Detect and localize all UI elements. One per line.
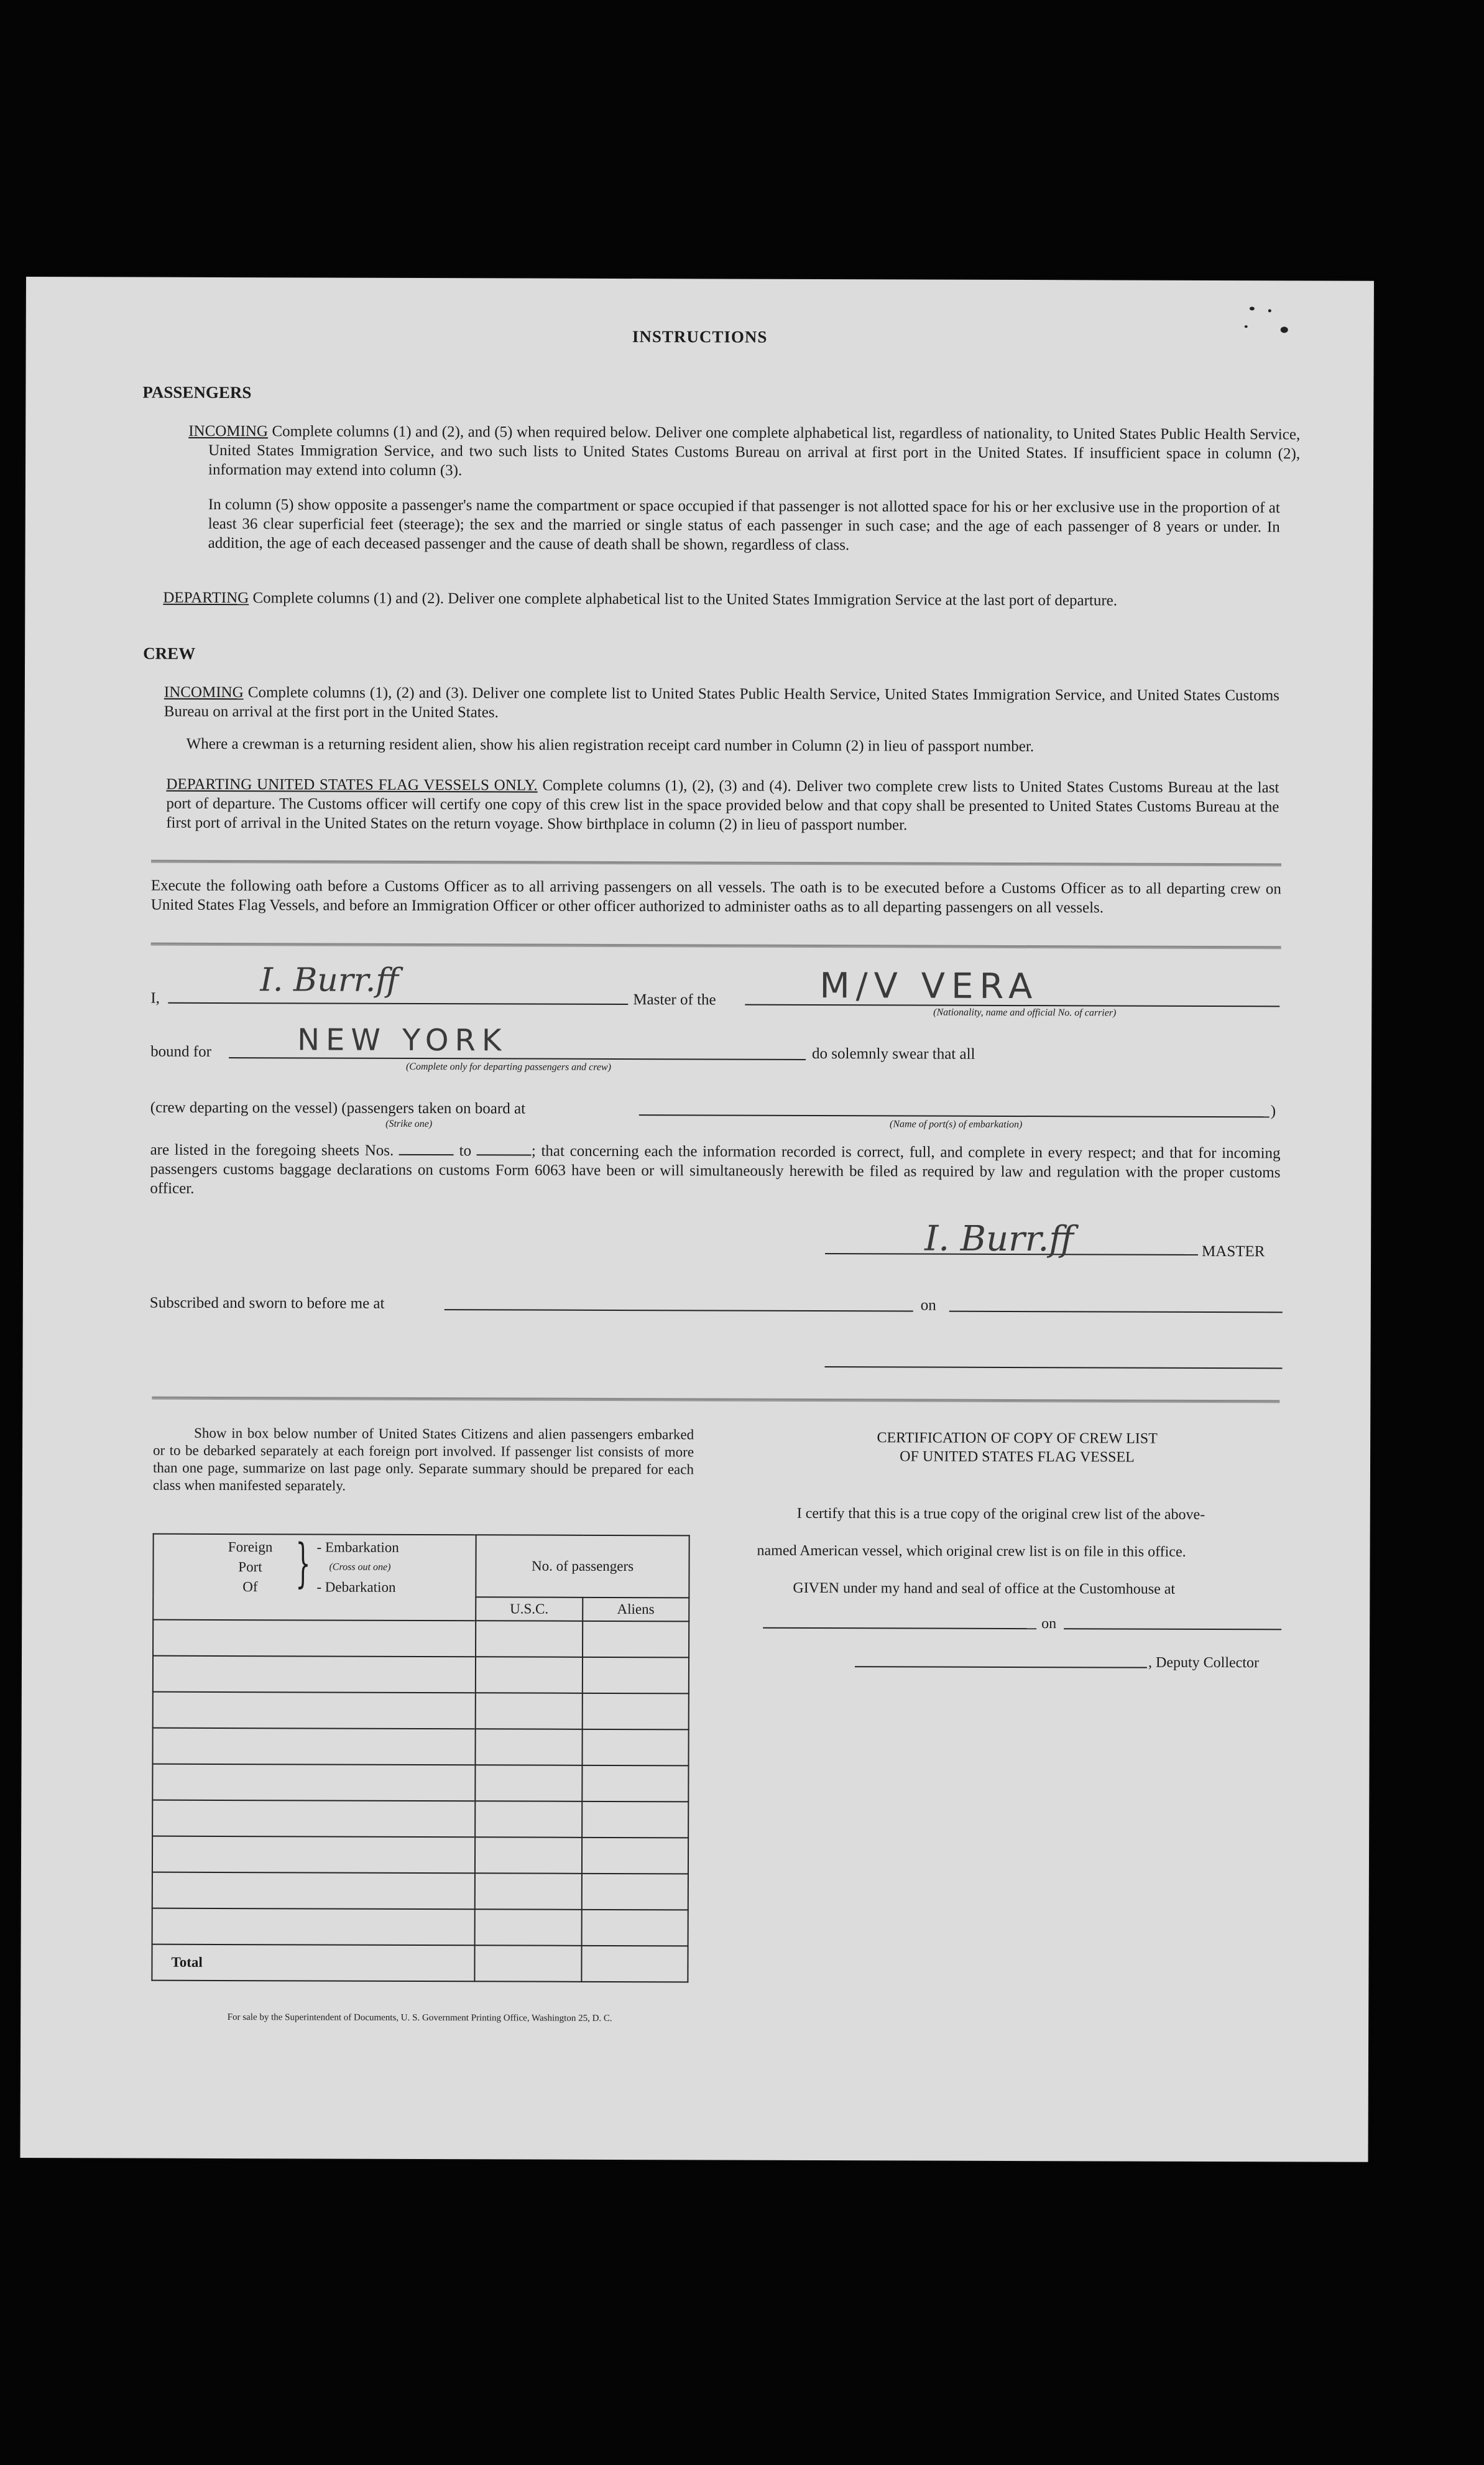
ink-speck: [1245, 325, 1248, 328]
page-title: INSTRUCTIONS: [632, 327, 768, 346]
subscribed-place-line: [445, 1309, 913, 1311]
certification-on-label: on: [1041, 1616, 1057, 1632]
debarkation-label: - Debarkation: [316, 1579, 396, 1595]
certification-line3: GIVEN under my hand and seal of office at the Customhouse at: [793, 1579, 1176, 1598]
summary-instructions: Show in box below number of United States Citizens and alien passengers embarked or to be debarked separately at each foreign port involved. If passenger list consists of more than one page, summarize on last page only. Separate summary should be prepared for each class when manifested separately.: [152, 1425, 694, 1494]
passengers-departing-paragraph: [163, 588, 1279, 611]
foreign-label: Foreign: [228, 1539, 273, 1555]
listed-paragraph: [150, 1140, 1280, 1202]
divider: [151, 860, 1281, 867]
master-of-label: Master of the: [633, 991, 716, 1009]
crew-departing-text: Complete columns (1), (2), (3) and (4). Deliver two complete crew lists to United States Customs Bureau at the last port of departure. The Customs officer will certify one copy of this crew list in the space provided below and that copy shall be presented to United States Customs Bureau at the first port of arrival in the United States on the return voyage. Show birthplace in column (2) in lieu of passport number.: [166, 777, 1279, 834]
table-row: [152, 1836, 688, 1874]
ink-speck: [1250, 307, 1255, 310]
master-signature: I. Burr.ff: [924, 1218, 1074, 1260]
no-passengers-header: No. of passengers: [476, 1535, 689, 1598]
bound-for-label: bound for: [150, 1043, 212, 1060]
incoming-text: Complete columns (1) and (2), and (5) when required below. Deliver one complete alphabetical list, regardless of nationality, to United States Public Health Service, United States Immigration Service, and two such lists to United States Customs Bureau on arrival at first port in the United States. If insufficient space in column (2), information may extend into column (3).: [208, 423, 1301, 479]
ink-speck: [1268, 309, 1271, 312]
destination-handwritten: NEW YORK: [297, 1022, 508, 1058]
resident-alien-paragraph: Where a crewman is a returning resident alien, show his alien registration receipt card number in Column (2) in lieu of passport number.: [186, 735, 1035, 756]
crew-incoming-paragraph: [164, 683, 1279, 725]
certification-line1: I certify that this is a true copy of the original crew list of the above-: [796, 1505, 1205, 1523]
listed-prefix: are listed in the foregoing sheets Nos.: [150, 1141, 394, 1159]
port-label: Port: [238, 1559, 262, 1575]
port-of-embarkation-line: [639, 1114, 1270, 1117]
table-row: [152, 1728, 688, 1766]
footer-imprint: For sale by the Superintendent of Documents, U. S. Government Printing Office, Washington 25, D. C.: [227, 2012, 612, 2023]
table-row: [153, 1692, 689, 1730]
vessel-caption: (Nationality, name and official No. of carrier): [933, 1007, 1117, 1019]
divider: [152, 1397, 1279, 1404]
crew-heading: CREW: [143, 644, 196, 663]
deputy-collector-label: , Deputy Collector: [1148, 1654, 1260, 1672]
subscribed-date-line: [949, 1311, 1283, 1313]
incoming-label: INCOMING: [188, 422, 269, 440]
crew-departing-paragraph: [166, 775, 1279, 836]
customhouse-line: [763, 1627, 1036, 1629]
table-row: [152, 1800, 688, 1838]
crew-incoming-text: Complete columns (1), (2) and (3). Deliver one complete list to United States Public Health Service, United States Immigration Service, and United States Customs Bureau on arrival at the first port in the United States.: [164, 684, 1279, 721]
crew-departing-label: DEPARTING UNITED STATES FLAG VESSELS ONLY.: [166, 775, 538, 794]
master-name-line: [168, 1002, 628, 1005]
cross-out-label: (Cross out one): [329, 1561, 391, 1573]
officer-signature-line: [824, 1366, 1282, 1369]
departing-text: Complete columns (1) and (2). Deliver one complete alphabetical list to the United States Immigration Service at the last port of departure.: [252, 590, 1118, 609]
master-label: MASTER: [1202, 1242, 1265, 1260]
destination-line: [229, 1057, 806, 1060]
column5-paragraph: In column (5) show opposite a passenger's name the compartment or space occupied if that passenger is not allotted space for his or her exclusive use in the proportion of at least 36 clear superficial feet (steerage); the sex and the married or single status of each passenger in such case; and the age of each passenger of 8 years or under. In addition, the age of each deceased passenger and the cause of death shall be shown, regardless of class.: [208, 496, 1280, 554]
table-row: [153, 1620, 689, 1658]
subscribed-on-label: on: [920, 1297, 936, 1314]
table-row: [152, 1764, 688, 1802]
oath-i-label: I,: [150, 989, 160, 1007]
vessel-name-handwritten: M/V VERA: [819, 966, 1039, 1007]
swear-label: do solemnly swear that all: [812, 1045, 975, 1063]
destination-caption: (Complete only for departing passengers and crew): [405, 1061, 612, 1073]
table-row: [152, 1908, 688, 1946]
crew-departing-strike-label: (crew departing on the vessel) (passengers taken on board at: [150, 1099, 526, 1117]
document-page: [20, 277, 1373, 2162]
deputy-collector-line: [855, 1666, 1147, 1668]
total-row: [152, 1945, 688, 1982]
aliens-header: Aliens: [583, 1598, 689, 1622]
certification-date-line: [1064, 1628, 1281, 1630]
divider: [151, 943, 1281, 950]
passenger-summary-table: [151, 1533, 689, 1983]
certification-line2: named American vessel, which original crew list is on file in this office.: [757, 1542, 1186, 1560]
usc-header: U.S.C.: [476, 1597, 583, 1621]
subscribed-label: Subscribed and sworn to before me at: [149, 1294, 385, 1312]
certification-heading: [756, 1428, 1278, 1468]
certification-heading-line1: CERTIFICATION OF COPY OF CREW LIST: [877, 1430, 1158, 1447]
passengers-heading: PASSENGERS: [142, 382, 252, 402]
to-label: to: [459, 1142, 472, 1160]
certification-heading-line2: OF UNITED STATES FLAG VESSEL: [900, 1448, 1135, 1466]
listed-text: ; that concerning each the information recorded is correct, full, and complete in every respect; and that for incoming passengers customs baggage declarations on customs Form 6063 have been or will simultaneously herewith be filed as required by law and regulation with the proper customs officer.: [150, 1142, 1281, 1197]
crew-incoming-label: INCOMING: [164, 683, 244, 701]
table-row: [153, 1656, 689, 1694]
table-row: [152, 1872, 688, 1910]
embarkation-label: - Embarkation: [316, 1539, 399, 1555]
port-caption: (Name of port(s) of embarkation): [890, 1119, 1023, 1131]
master-name-handwritten: I. Burr.ff: [260, 961, 399, 999]
departing-label: DEPARTING: [163, 589, 249, 607]
passengers-incoming-paragraph: [188, 422, 1300, 483]
close-paren: ): [1270, 1103, 1276, 1120]
of-label: Of: [242, 1579, 258, 1595]
strike-one-caption: (Strike one): [385, 1118, 433, 1130]
total-label: Total: [152, 1945, 474, 1982]
oath-instructions: Execute the following oath before a Customs Officer as to all arriving passengers on all vessels. The oath is to be executed before a Customs Officer as to all departing crew on United States Flag Vessels, and before an Immigration Officer or other officer authorized to administer oaths as to all departing passengers on all vessels.: [150, 877, 1281, 917]
foreign-port-header: Foreign Port Of } - Embarkation (Cross out one) - Debarkation: [153, 1534, 476, 1621]
